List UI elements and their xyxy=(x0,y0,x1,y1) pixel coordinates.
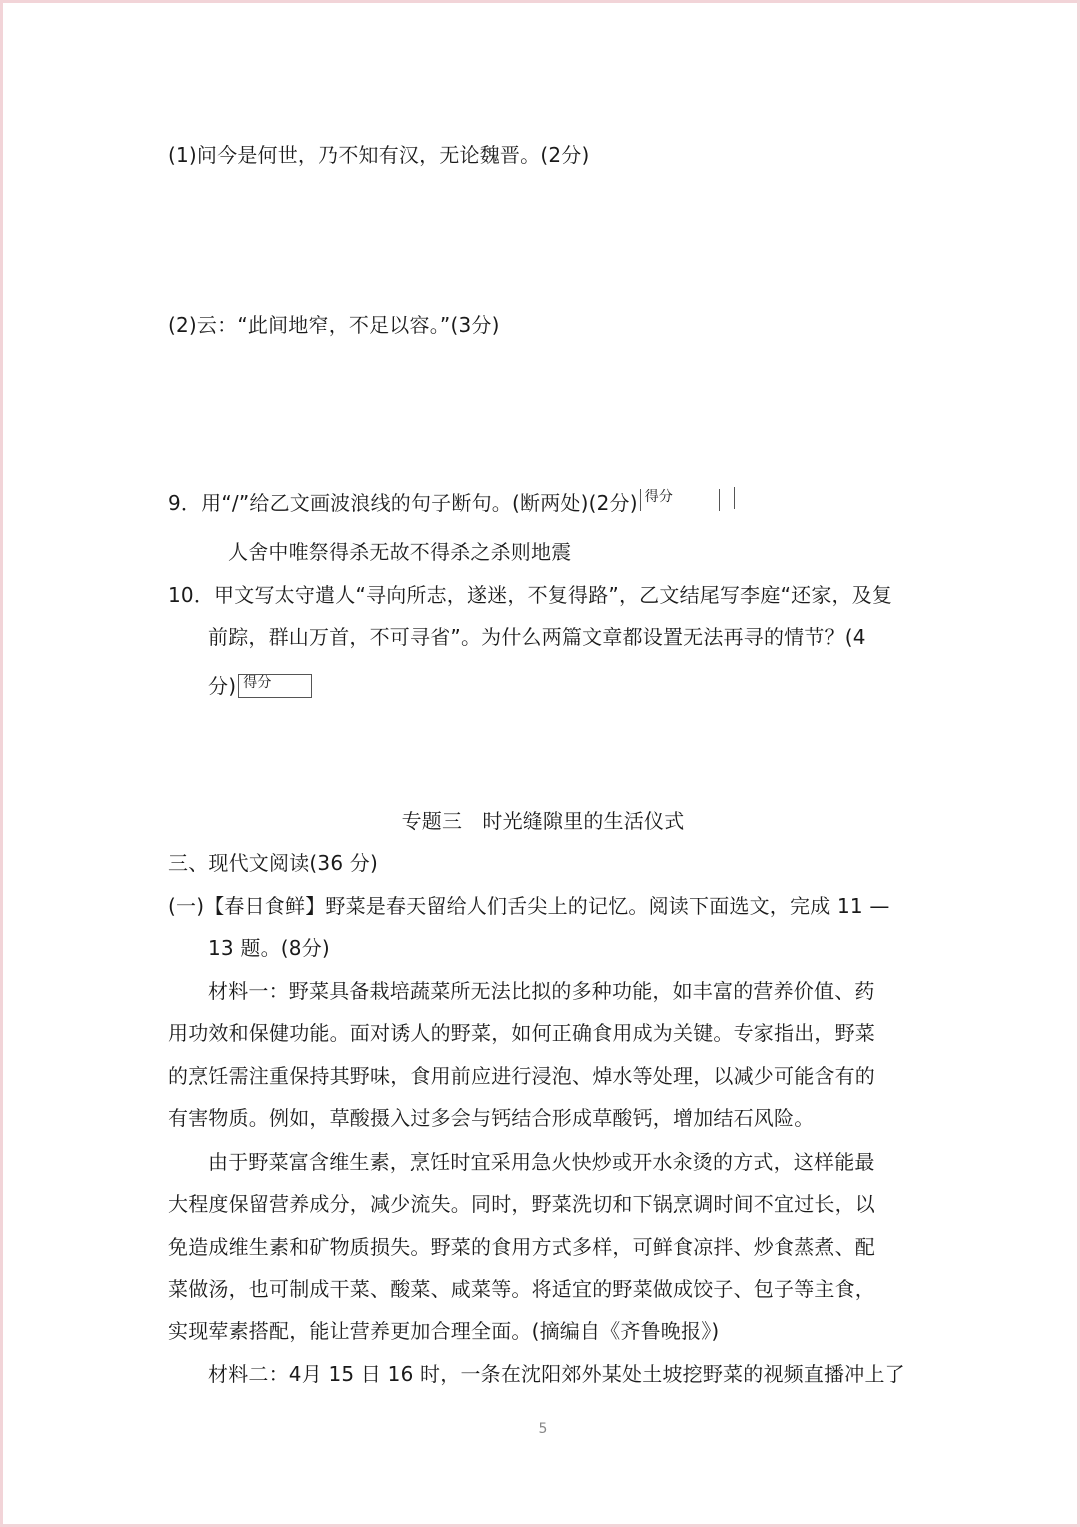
question-9 xyxy=(168,489,720,517)
material-1-line-8: 菜做汤，也可制成干菜、酸菜、咸菜等。将适宜的野菜做成饺子、包子等主食， xyxy=(168,1277,875,1301)
material-1-line-4: 有害物质。例如，草酸摄入过多会与钙结合形成草酸钙，增加结石风险。 xyxy=(168,1106,815,1130)
material-1-line-2: 用功效和保健功能。面对诱人的野菜，如何正确食用成为关键。专家指出，野菜 xyxy=(168,1021,875,1045)
score-box-q9[interactable]: 得分 xyxy=(640,489,720,511)
question-9-sentence: 人舍中唯祭得杀无故不得杀之杀则地震 xyxy=(228,540,572,564)
score-box-divider xyxy=(734,487,735,509)
material-1-line-6: 大程度保留营养成分，减少流失。同时，野菜洗切和下锅烹调时间不宜过长，以 xyxy=(168,1192,875,1216)
topic-title: 专题三 时光缝隙里的生活仪式 xyxy=(401,809,685,833)
question-8-1: (1)问今是何世，乃不知有汉，无论魏晋。(2分) xyxy=(168,143,590,167)
page-number: 5 xyxy=(538,1421,548,1437)
question-10-line-1: 10．甲文写太守遣人“寻向所志，遂迷，不复得路”，乙文结尾写李庭“还家，及复 xyxy=(168,583,893,607)
material-1-line-1: 材料一：野菜具备栽培蔬菜所无法比拟的多种功能，如丰富的营养价值、药 xyxy=(208,979,875,1003)
material-1-line-7: 免造成维生素和矿物质损失。野菜的食用方式多样，可鲜食凉拌、炒食蒸煮、配 xyxy=(168,1235,875,1259)
material-1-line-3: 的烹饪需注重保持其野味，食用前应进行浸泡、焯水等处理，以减少可能含有的 xyxy=(168,1064,875,1088)
part-title: 三、现代文阅读(36 分) xyxy=(168,851,379,875)
question-9-text: 9．用“/”给乙文画波浪线的句子断句。(断两处)(2分) xyxy=(168,491,638,515)
question-10-line-3 xyxy=(208,672,312,700)
material-2-line-1: 材料二：4月 15 日 16 时，一条在沈阳郊外某处土坡挖野菜的视频直播冲上了 xyxy=(208,1362,905,1386)
material-1-line-9: 实现荤素搭配，能让营养更加合理全面。(摘编自《齐鲁晚报》) xyxy=(168,1319,720,1343)
question-10-line-2: 前踪，群山万首，不可寻省”。为什么两篇文章都设置无法再寻的情节？(4 xyxy=(208,625,866,649)
question-8-2: (2)云：“此间地窄，不足以容。”(3分) xyxy=(168,313,500,337)
question-10-line-3-text: 分) xyxy=(208,674,237,698)
score-box-q10[interactable]: 得分 xyxy=(238,674,312,698)
subsection-1-line-2: 13 题。(8分) xyxy=(208,936,330,960)
subsection-1-line-1: (一)【春日食鲜】野菜是春天留给人们舌尖上的记忆。阅读下面选文，完成 11 — xyxy=(168,894,890,918)
material-1-line-5: 由于野菜富含维生素，烹饪时宜采用急火快炒或开水汆烫的方式，这样能最 xyxy=(208,1150,875,1174)
